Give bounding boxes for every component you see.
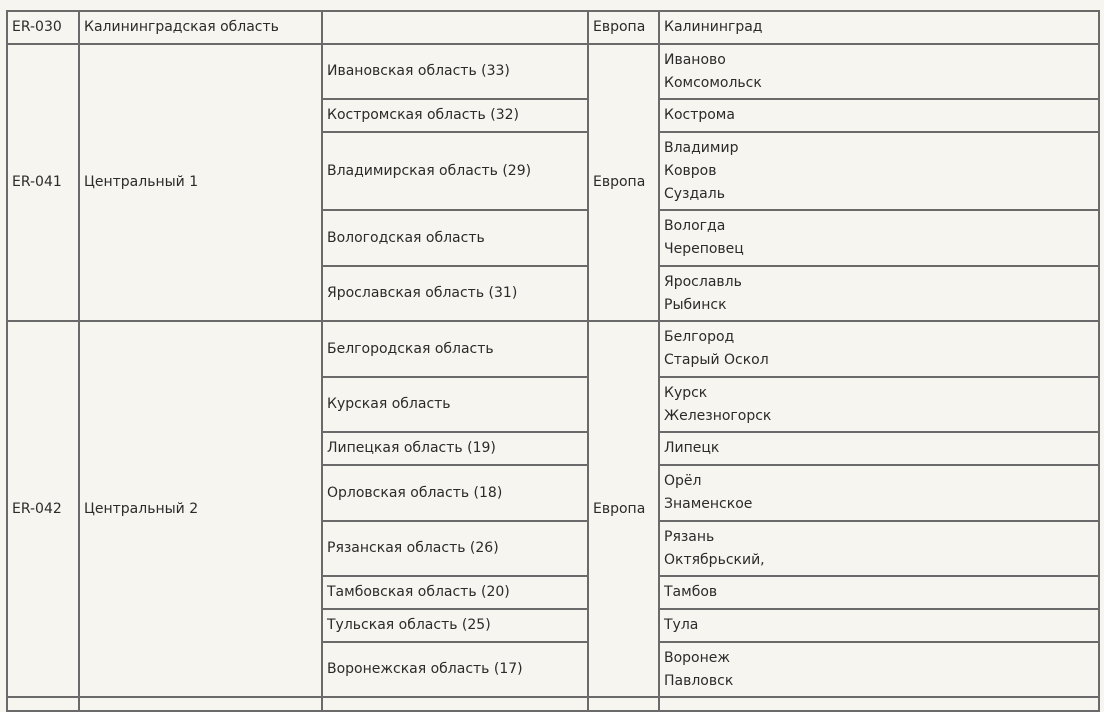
city-name: Владимир — [664, 139, 739, 156]
empty-cell — [322, 697, 588, 711]
world-part-cell: Европа — [588, 321, 659, 697]
city-name: Воронеж — [664, 649, 731, 666]
region-name-cell: Центральный 1 — [79, 44, 322, 321]
subject-cell: Рязанская область (26) — [322, 521, 588, 576]
city-name: Павловск — [664, 672, 734, 689]
city-name: Тула — [664, 617, 699, 633]
subject-cell: Ивановская область (33) — [322, 44, 588, 99]
city-name: Железногорск — [664, 407, 772, 424]
city-name: Октябрьский, — [664, 551, 765, 568]
cities-cell — [659, 11, 1099, 44]
city-name: Знаменское — [664, 496, 753, 512]
city-name: Суздаль — [664, 185, 725, 202]
table-row — [7, 44, 1099, 99]
world-part-cell: Европа — [588, 44, 659, 321]
city-name: Орёл — [664, 473, 702, 489]
subject-cell: Вологодская область — [322, 210, 588, 266]
empty-cell — [79, 697, 322, 711]
city-name: Рязань — [664, 528, 715, 545]
subject-cell — [322, 11, 588, 44]
cities-cell — [659, 132, 1099, 210]
table-row — [7, 11, 1099, 44]
cities-cell — [659, 521, 1099, 576]
city-name: Иваново — [664, 51, 726, 68]
subject-cell: Курская область — [322, 377, 588, 432]
subject-cell: Костромская область (32) — [322, 99, 588, 132]
city-name: Череповец — [664, 241, 744, 257]
city-name: Тамбов — [664, 584, 718, 600]
cities-cell — [659, 377, 1099, 432]
city-name: Рыбинск — [664, 296, 727, 313]
table-row-partial — [7, 697, 1099, 711]
region-name-cell: Калининградская область — [79, 11, 322, 44]
empty-cell — [659, 697, 1099, 711]
subject-cell: Воронежская область (17) — [322, 642, 588, 697]
cities-cell — [659, 266, 1099, 321]
region-name-cell: Центральный 2 — [79, 321, 322, 697]
cities-cell — [659, 609, 1099, 642]
regions-table-body — [7, 11, 1099, 711]
cities-cell — [659, 44, 1099, 99]
city-name: Ярославль — [664, 273, 742, 290]
city-name: Кострома — [664, 107, 735, 123]
cities-cell — [659, 210, 1099, 266]
city-name: Комсомольск — [664, 74, 762, 91]
subject-cell: Тамбовская область (20) — [322, 576, 588, 609]
city-name: Старый Оскол — [664, 352, 769, 368]
subject-cell: Белгородская область — [322, 321, 588, 377]
city-name: Калининград — [664, 19, 763, 35]
cities-cell — [659, 321, 1099, 377]
regions-table — [6, 10, 1100, 712]
subject-cell: Липецкая область (19) — [322, 432, 588, 465]
region-code-cell: ER-041 — [7, 44, 79, 321]
city-name: Ковров — [664, 162, 717, 179]
world-part-cell: Европа — [588, 11, 659, 44]
subject-cell: Ярославская область (31) — [322, 266, 588, 321]
city-name: Вологда — [664, 218, 726, 234]
subject-cell: Тульская область (25) — [322, 609, 588, 642]
cities-cell — [659, 99, 1099, 132]
cities-cell — [659, 465, 1099, 521]
region-code-cell: ER-030 — [7, 11, 79, 44]
region-code-cell: ER-042 — [7, 321, 79, 697]
city-name: Белгород — [664, 329, 735, 345]
empty-cell — [588, 697, 659, 711]
city-name: Липецк — [664, 440, 720, 456]
subject-cell: Орловская область (18) — [322, 465, 588, 521]
empty-cell — [7, 697, 79, 711]
city-name: Курск — [664, 384, 708, 401]
cities-cell — [659, 576, 1099, 609]
cities-cell — [659, 642, 1099, 697]
subject-cell: Владимирская область (29) — [322, 132, 588, 210]
cities-cell — [659, 432, 1099, 465]
table-row — [7, 321, 1099, 377]
